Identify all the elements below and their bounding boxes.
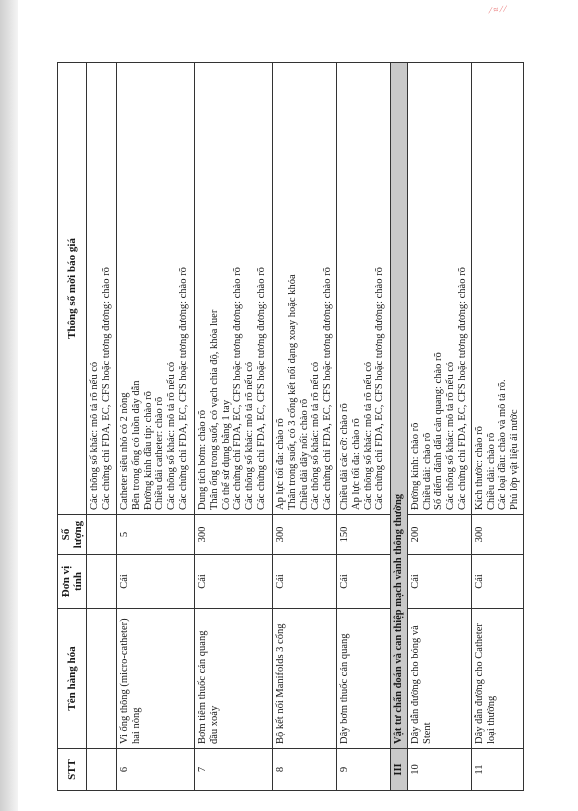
name-cell: Dây dẫn đường cho bóng và Stent: [407, 609, 471, 749]
table-row: [117, 63, 195, 791]
name-cell: Bộ kết nối Manifolds 3 cổng: [273, 609, 337, 749]
table-row: [471, 63, 523, 791]
section-number: III: [391, 749, 408, 791]
col-qty: Số lượng: [58, 515, 87, 555]
unit-cell: Cái: [471, 555, 523, 609]
qty-cell: 150: [337, 515, 391, 555]
name-cell: Vi ống thông (micro-catheter) hai nòng: [117, 609, 195, 749]
col-spec: Thông số mời báo giá: [58, 63, 87, 515]
unit-cell: Cái: [337, 555, 391, 609]
table-row: [407, 63, 471, 791]
stt-cell: 8: [273, 749, 337, 791]
stt-cell: 11: [471, 749, 523, 791]
continuation-row: [87, 63, 117, 791]
stt-cell: 10: [407, 749, 471, 791]
stt-cell: 7: [195, 749, 273, 791]
rotated-document: [57, 63, 521, 791]
spec-cell: Áp lực tối đa: chào rõ Thân trong suốt, có 3 cổng kết nối dạng xoay hoặc khóa Chiều dài dây nối: chào rõ Các thông số khác: mô tả rõ nếu có Các chứng chỉ FDA, EC, CFS hoặc tương đương: chào rõ: [273, 63, 337, 515]
red-stamp-mark: ⁄ ≈ ∕ ⁄: [489, 3, 507, 16]
stt-cell: 6: [117, 749, 195, 791]
table-row: [337, 63, 391, 791]
table-row: [273, 63, 337, 791]
qty-cell: 300: [195, 515, 273, 555]
qty-cell: 5: [117, 515, 195, 555]
spec-cell: Kích thước: chào rõ Chiều dài: chào rõ Các loại đầu: chào và mô tả rõ. Phủ lớp vật liệu ái nước: [471, 63, 523, 515]
name-cell: Dây dẫn đường cho Catheter loại thường: [471, 609, 523, 749]
header-row: [58, 63, 87, 791]
spec-cell: Chiều dài các cỡ: chào rõ Áp lực tối đa: chào rõ Các thông số khác: mô tả rõ nếu có Các chứng chỉ FDA, EC, CFS hoặc tương đương: chào rõ: [337, 63, 391, 515]
table-row: [195, 63, 273, 791]
col-name: Tên hàng hóa: [58, 609, 87, 749]
stt-cell: 9: [337, 749, 391, 791]
unit-cell: Cái: [273, 555, 337, 609]
spec-cell: Dung tích bơm: chào rõ Thân ống trong suốt, có vạch chia độ, khóa luer Có thể sử dụng bằng 1 tay Các chứng chỉ FDA, EC, CFS hoặc tương đương: chào rõ Các thông số khác: mô tả rõ nếu có Các chứng chỉ FDA, EC, CFS hoặc tương đương: chào rõ: [195, 63, 273, 515]
spec-cell: Đường kính: chào rõ Chiều dài: chào rõ Số điểm đánh dấu cản quang: chào rõ Các thông số khác: mô tả rõ nếu có Các chứng chỉ FDA, EC, CFS hoặc tương đương: chào rõ: [407, 63, 471, 515]
spec-cell: Catheter siêu nhỏ có 2 nòng Bên trong ống có luồn dây dẫn Đường kính đầu tip: chào rõ Chiều dài catheter: chào rõ Các thông số khác: mô tả rõ nếu có Các chứng chỉ FDA, EC, CFS hoặc tương đương: chào rõ: [117, 63, 195, 515]
unit-cell: Cái: [407, 555, 471, 609]
qty-cell: 200: [407, 515, 471, 555]
name-cell: Dây bơm thuốc cản quang: [337, 609, 391, 749]
qty-cell: 300: [273, 515, 337, 555]
col-stt: STT: [58, 749, 87, 791]
quotation-table: [57, 62, 524, 791]
unit-cell: Cái: [195, 555, 273, 609]
spec-cell: Các thông số khác: mô tả rõ nếu có Các chứng chỉ FDA, EC, CFS hoặc tương đương: chào rõ: [87, 63, 117, 515]
section-row: [391, 63, 408, 791]
qty-cell: 300: [471, 515, 523, 555]
name-cell: Bơm tiêm thuốc cản quang đầu xoáy: [195, 609, 273, 749]
section-title: Vật tư chẩn đoán và can thiệp mạch vành thông thường: [391, 63, 408, 749]
unit-cell: Cái: [117, 555, 195, 609]
scan-edge: [0, 0, 18, 811]
col-unit: Đơn vị tính: [58, 555, 87, 609]
